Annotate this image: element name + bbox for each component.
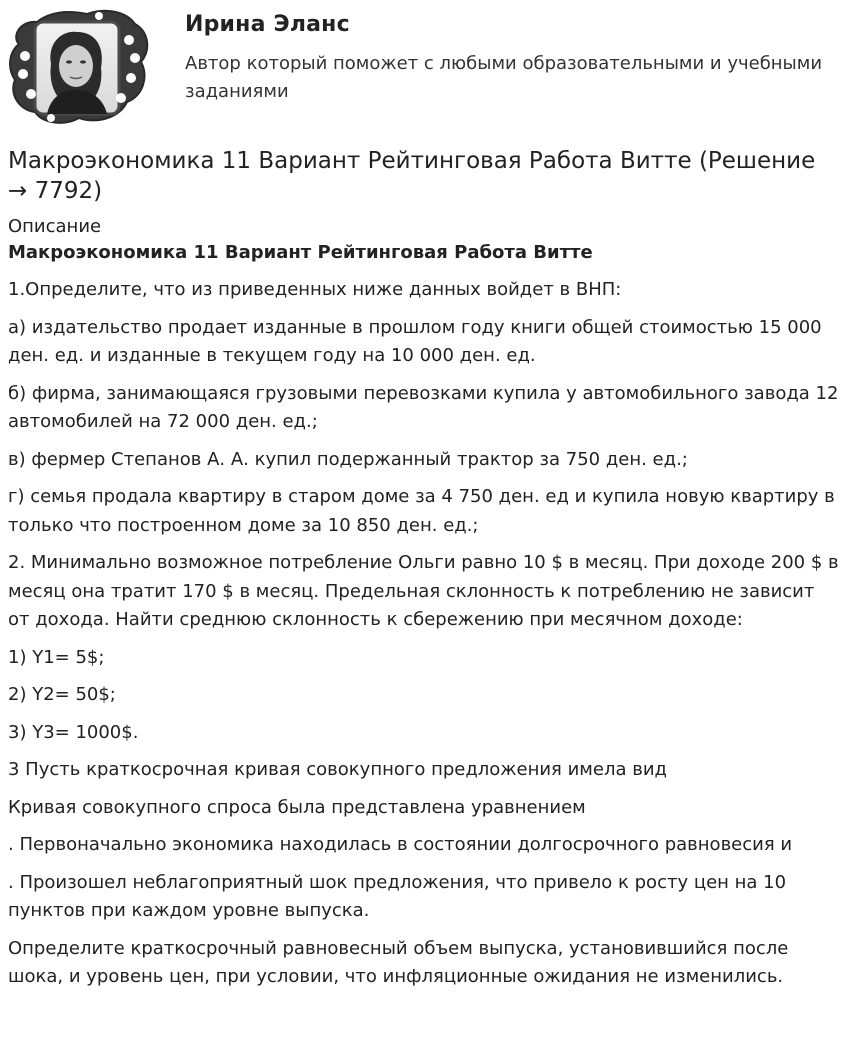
paragraph: в) фермер Степанов А. А. купил подержанный трактор за 750 ден. ед.; xyxy=(8,448,688,470)
author-header xyxy=(0,0,847,130)
page-title: Макроэкономика 11 Вариант Рейтинговая Работа Витте (Решение → 7792) xyxy=(8,148,816,204)
paragraph: . Произошел неблагоприятный шок предложения, что привело к росту цен на 10 пунктов при каждом уровне выпуска. xyxy=(8,871,787,921)
author-name: Ирина Эланс xyxy=(185,12,350,37)
paragraph: 3 Пусть краткосрочная кривая совокупного предложения имела вид xyxy=(8,759,667,780)
paragraph: 1.Определите, что из приведенных ниже данных войдет в ВНП: xyxy=(8,279,622,300)
paragraph: . Первоначально экономика находилась в состоянии долгосрочного равновесия и xyxy=(8,834,793,855)
paragraph: 3) Y3= 1000$. xyxy=(8,721,139,743)
author-avatar xyxy=(7,6,151,126)
paragraph: 2. Минимально возможное потребление Ольги равно 10 $ в месяц. При доходе 200 $ в месяц она тратит 170 $ в месяц. Предельная склонность к потреблению не зависит от дохода. Найти среднюю склонность к сбережению при месячном доходе: xyxy=(8,552,839,630)
section-label-description: Описание xyxy=(8,216,102,237)
main-content xyxy=(8,146,840,1001)
paragraph: г) семья продала квартиру в старом доме за 4 750 ден. ед и купила новую квартиру в только что построенном доме за 10 850 ден. ед.; xyxy=(8,486,835,536)
paragraph: б) фирма, занимающаяся грузовыми перевозками купила у автомобильного завода 12 автомобилей на 72 000 ден. ед.; xyxy=(8,382,839,432)
paragraph: 2) Y2= 50$; xyxy=(8,684,116,705)
paragraph: 1) Y1= 5$; xyxy=(8,646,105,668)
document-heading: Макроэкономика 11 Вариант Рейтинговая Работа Витте xyxy=(8,242,593,263)
film-reel-avatar-image xyxy=(7,6,151,126)
paragraph: Кривая совокупного спроса была представлена уравнением xyxy=(8,796,586,818)
paragraph: Определите краткосрочный равновесный объем выпуска, установившийся после шока, и уровень цен, при условии, что инфляционные ожидания не изменились. xyxy=(8,937,789,987)
author-description: Автор который поможет с любыми образовательными и учебными заданиями xyxy=(185,53,823,102)
paragraph: а) издательство продает изданные в прошлом году книги общей стоимостью 15 000 ден. ед. и изданные в текущем году на 10 000 ден. ед. xyxy=(8,316,822,366)
